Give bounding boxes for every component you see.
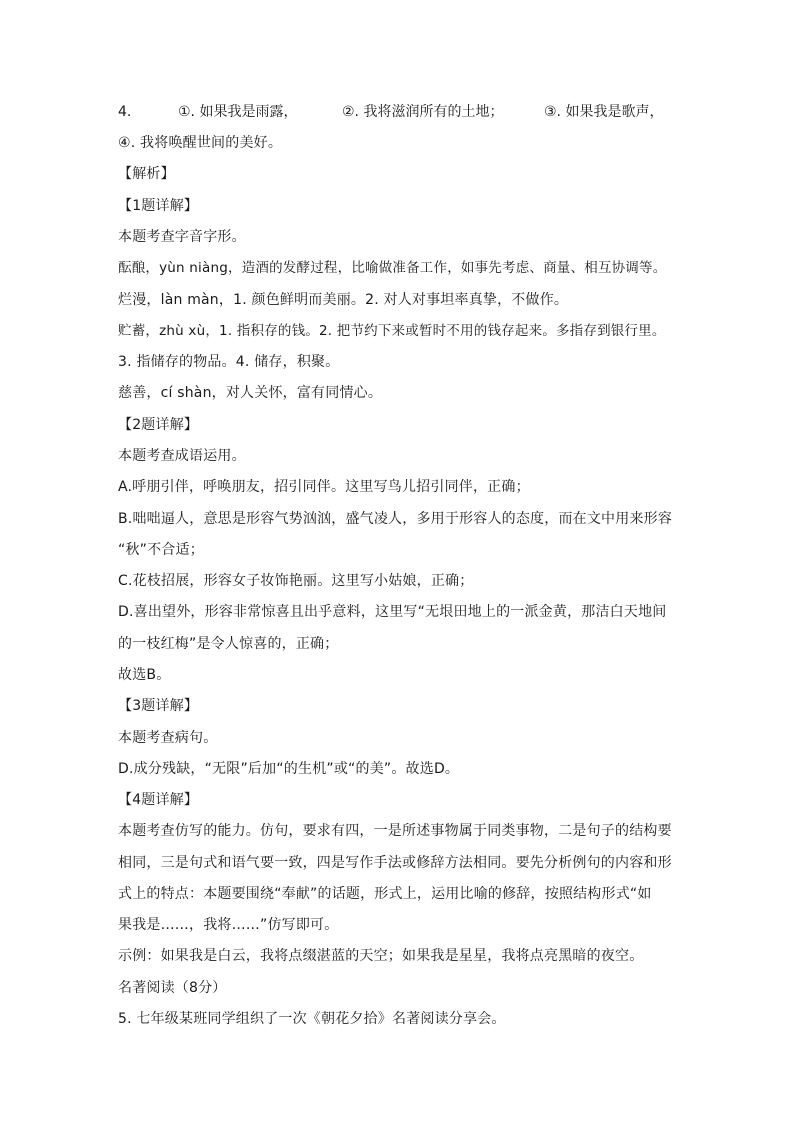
text-line: 烂漫，làn màn，1. 颜色鲜明而美丽。2. 对人对事坦率真挚，不做作。 — [118, 292, 569, 308]
text-line: 慈善，cí shàn，对人关怀，富有同情心。 — [118, 385, 383, 401]
section-heading: 名著阅读（8分） — [118, 980, 227, 996]
text-line: 示例：如果我是白云，我将点缀湛蓝的天空；如果我是星星，我将点亮黑暗的夜空。 — [118, 948, 644, 964]
section-heading: 【4题详解】 — [118, 792, 199, 808]
text-line: 本题考查仿写的能力。仿句，要求有四，一是所述事物属于同类事物，二是句子的结构要 — [118, 823, 672, 839]
question-4-answer-3: ③. 如果我是歌声， — [544, 104, 664, 120]
text-line: 相同，三是句式和语气要一致，四是写作手法或修辞方法相同。要先分析例句的内容和形 — [118, 855, 672, 871]
text-line: D.成分残缺，“无限”后加“的生机”或“的美”。故选D。 — [118, 761, 460, 777]
section-heading: 【1题详解】 — [118, 198, 199, 214]
section-heading: 【3题详解】 — [118, 698, 199, 714]
text-line: 酝酿，yùn niàng，造酒的发酵过程，比喻做准备工作，如事先考虑、商量、相互协调等。 — [118, 260, 667, 276]
text-line: C.花枝招展，形容女子妆饰艳丽。这里写小姑娘，正确； — [118, 573, 474, 589]
text-line: D.喜出望外，形容非常惊喜且出乎意料，这里写“无垠田地上的一派金黄，那洁白天地间 — [118, 604, 667, 620]
question-4-number: 4. — [118, 104, 132, 120]
text-line: A.呼朋引伴，呼唤朋友，招引同伴。这里写鸟儿招引同伴，正确； — [118, 479, 530, 495]
text-line: 本题考查字音字形。 — [118, 229, 246, 245]
text-line: 的一枝红梅”是令人惊喜的，正确； — [118, 636, 339, 652]
text-line: 本题考查病句。 — [118, 730, 218, 746]
text-line: 本题考查成语运用。 — [118, 448, 246, 464]
text-line: 3. 指储存的物品。4. 储存，积聚。 — [118, 354, 340, 370]
question-4-answer-1: ①. 如果我是雨露， — [178, 104, 298, 120]
text-line: 果我是……，我将……”仿写即可。 — [118, 917, 339, 933]
text-line: 5. 七年级某班同学组织了一次《朝花夕拾》名著阅读分享会。 — [118, 1011, 506, 1027]
text-line: ④. 我将唤醒世间的美好。 — [118, 135, 283, 151]
text-line: 故选B。 — [118, 667, 171, 683]
text-line: “秋”不合适； — [118, 542, 204, 558]
text-line: 贮蓄，zhù xù，1. 指积存的钱。2. 把节约下来或暂时不用的钱存起来。多指存到银行里。 — [118, 323, 666, 339]
text-line: B.咄咄逼人，意思是形容气势汹汹，盛气凌人，多用于形容人的态度，而在文中用来形容 — [118, 511, 673, 527]
text-line: 式上的特点：本题要围绕“奉献”的话题，形式上，运用比喻的修辞，按照结构形式“如 — [118, 886, 652, 902]
question-4-answer-2: ②. 我将滋润所有的土地； — [342, 104, 504, 120]
section-heading: 【2题详解】 — [118, 417, 199, 433]
section-heading-analysis: 【解析】 — [118, 166, 175, 182]
